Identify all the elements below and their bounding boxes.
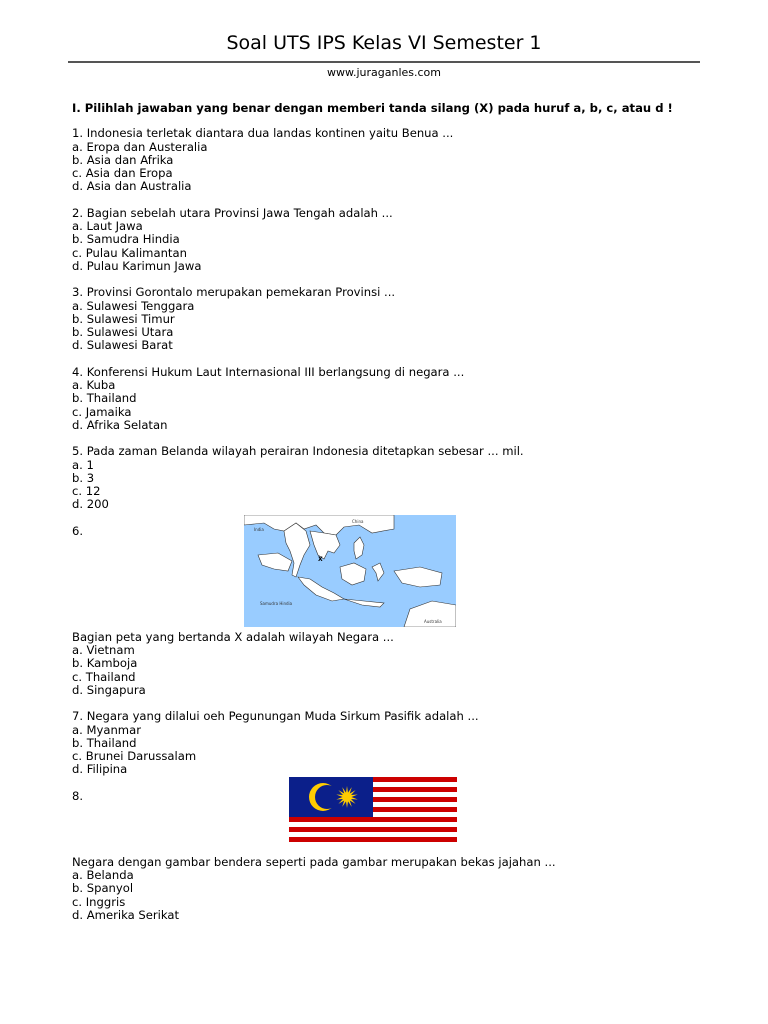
- question-7: [72, 710, 692, 776]
- answer-option: b. 3: [72, 470, 95, 485]
- question-8: [72, 790, 692, 922]
- question-number: 6.: [72, 523, 84, 538]
- question-stem: 2. Bagian sebelah utara Provinsi Jawa Tengah adalah ...: [72, 205, 393, 220]
- answer-option: a. Belanda: [72, 867, 134, 882]
- flag-stripe: [289, 822, 457, 827]
- flag-stripe: [289, 827, 457, 832]
- answer-option: b. Thailand: [72, 391, 137, 406]
- answer-option: c. Brunei Darussalam: [72, 749, 197, 764]
- answer-option: b. Spanyol: [72, 881, 134, 896]
- answer-option: b. Kamboja: [72, 656, 138, 671]
- answer-option: d. Singapura: [72, 682, 146, 697]
- flag-stripe: [289, 842, 457, 847]
- question-3: [72, 286, 692, 352]
- question-4: [72, 366, 692, 432]
- exam-content: [72, 102, 692, 935]
- map-label-india: India: [254, 526, 264, 532]
- answer-option: c. Thailand: [72, 669, 136, 684]
- answer-option: d. Asia dan Australia: [72, 179, 192, 194]
- answer-option: b. Samudra Hindia: [72, 232, 180, 247]
- question-1: [72, 127, 692, 193]
- question-stem: 4. Konferensi Hukum Laut Internasional III berlangsung di negara ...: [72, 364, 465, 379]
- instruction-text: I. Pilihlah jawaban yang benar dengan memberi tanda silang (X) pada huruf a, b, c, atau d !: [72, 101, 673, 115]
- question-stem: 1. Indonesia terletak diantara dua landas kontinen yaitu Benua ...: [72, 126, 454, 141]
- question-2: [72, 207, 692, 273]
- answer-option: a. Sulawesi Tenggara: [72, 298, 195, 313]
- question-stem: 7. Negara yang dilalui oeh Pegunungan Muda Sirkum Pasifik adalah ...: [72, 709, 479, 724]
- question-6: [72, 518, 692, 697]
- question-stem: Negara dengan gambar bendera seperti pada gambar merupakan bekas jajahan ...: [72, 854, 556, 869]
- answer-option: c. Pulau Kalimantan: [72, 245, 187, 260]
- map-label-china: China: [352, 518, 364, 524]
- question-5: [72, 445, 692, 511]
- answer-option: a. Vietnam: [72, 643, 135, 658]
- question-number: 8.: [72, 788, 84, 803]
- answer-option: d. 200: [72, 497, 109, 512]
- question-stem: Bagian peta yang bertanda X adalah wilayah Negara ...: [72, 629, 394, 644]
- malaysia-flag-image: [289, 777, 457, 847]
- answer-option: d. Amerika Serikat: [72, 907, 180, 922]
- answer-option: b. Sulawesi Timur: [72, 311, 175, 326]
- answer-option: c. 12: [72, 484, 101, 499]
- answer-option: a. Eropa dan Austeralia: [72, 139, 208, 154]
- page-title: Soal UTS IPS Kelas VI Semester 1: [226, 32, 542, 54]
- answer-option: a. Myanmar: [72, 722, 141, 737]
- answer-option: c. Inggris: [72, 894, 126, 909]
- flag-stripe: [289, 832, 457, 837]
- website-label[interactable]: www.juraganles.com: [326, 66, 441, 79]
- question-stem: 5. Pada zaman Belanda wilayah perairan Indonesia ditetapkan sebesar ... mil.: [72, 444, 524, 459]
- answer-option: c. Jamaika: [72, 404, 132, 419]
- answer-option: a. Kuba: [72, 378, 116, 393]
- answer-option: c. Asia dan Eropa: [72, 166, 173, 181]
- answer-option: b. Sulawesi Utara: [72, 325, 174, 340]
- southeast-asia-map-image: [244, 515, 456, 627]
- answer-option: d. Filipina: [72, 762, 128, 777]
- question-stem: 3. Provinsi Gorontalo merupakan pemekaran Provinsi ...: [72, 285, 396, 300]
- map-label-samudra-hindia: Samudra Hindia: [260, 600, 293, 606]
- answer-option: b. Asia dan Afrika: [72, 152, 174, 167]
- header-divider: [68, 61, 700, 63]
- answer-option: d. Pulau Karimun Jawa: [72, 258, 202, 273]
- flag-stripe: [289, 817, 457, 822]
- answer-option: d. Sulawesi Barat: [72, 338, 173, 353]
- answer-option: b. Thailand: [72, 735, 137, 750]
- map-x-marker: X: [318, 555, 323, 563]
- flag-stripe: [289, 837, 457, 842]
- answer-option: a. Laut Jawa: [72, 219, 143, 234]
- answer-option: a. 1: [72, 457, 94, 472]
- answer-option: d. Afrika Selatan: [72, 417, 168, 432]
- map-label-australia: Australia: [424, 618, 442, 624]
